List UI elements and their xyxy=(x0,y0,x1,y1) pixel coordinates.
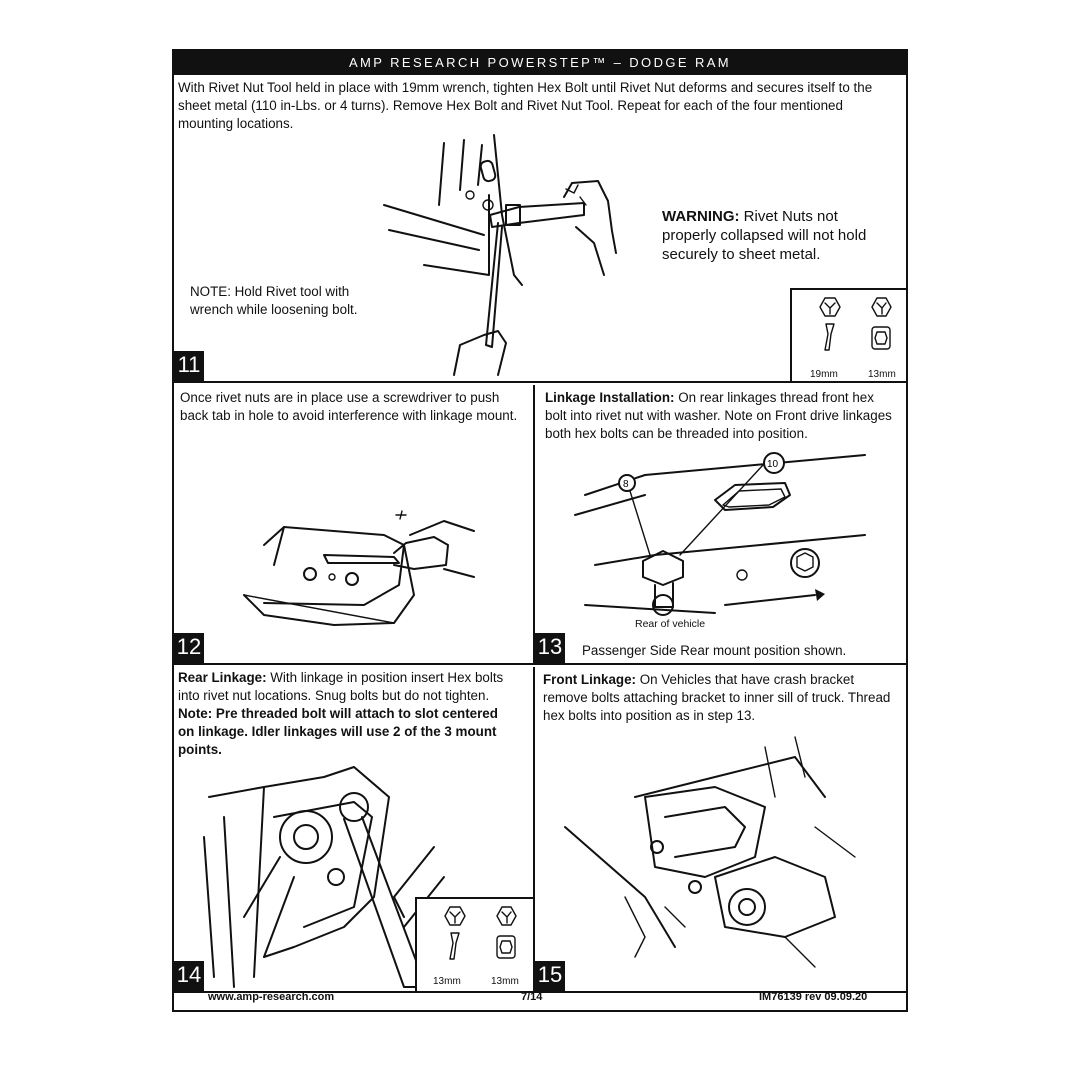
footer-document-id: IM76139 rev 09.09.20 xyxy=(759,991,868,1003)
warning-body: Rivet Nuts not properly collapsed will not hold securely to sheet metal. xyxy=(662,208,867,263)
bolt-socket-icon xyxy=(417,899,535,979)
page-header: AMP RESEARCH POWERSTEP™ – DODGE RAM xyxy=(174,51,906,75)
step-11-instruction: With Rivet Nut Tool held in place with 19mm wrench, tighten Hex Bolt until Rivet Nut deforms and secures itself to the sheet metal (110 in-Lbs. or 4 turns). Remove Hex Bolt and Rivet Nut Tool. Repeat for each of the four mentioned mounting locations. xyxy=(178,80,873,131)
step-13-body: On rear linkages thread front hex bolt into rivet nut with washer. Note on Front drive linkages both hex bolts can be threaded into position. xyxy=(545,390,892,441)
step-14-instruction xyxy=(178,669,518,759)
step-13-panel xyxy=(535,385,906,665)
hex-bolt-icon xyxy=(792,290,906,370)
rear-of-vehicle-label: Rear of vehicle xyxy=(635,618,706,630)
front-linkage-illustration xyxy=(565,737,855,967)
footer-website: www.amp-research.com xyxy=(208,991,335,1003)
step-14-panel xyxy=(174,667,535,993)
step-12-panel xyxy=(174,385,535,665)
step-15-instruction xyxy=(543,671,895,725)
rivet-tool-illustration xyxy=(394,135,654,375)
tool-13mm-socket-label: 13mm xyxy=(491,976,519,987)
screwdriver-illustration xyxy=(234,445,494,645)
step-13-label: Linkage Installation: xyxy=(545,390,675,405)
step-11-panel xyxy=(174,75,906,383)
tool-13mm-label: 13mm xyxy=(868,369,896,380)
step-12-number: 12 xyxy=(174,633,204,663)
callout-8: 8 xyxy=(623,479,629,490)
instruction-page xyxy=(172,49,908,1012)
step-15-panel xyxy=(535,667,906,993)
step-13-instruction xyxy=(545,389,895,443)
callout-10: 10 xyxy=(767,459,779,470)
tool-13mm-wrench-label: 13mm xyxy=(433,976,461,987)
step-15-label: Front Linkage: xyxy=(543,672,636,687)
step-14-body: With linkage in position insert Hex bolts into rivet nut locations. Snug bolts but do not tighten. xyxy=(178,670,504,703)
warning-text xyxy=(662,207,867,264)
page-footer xyxy=(174,988,906,1010)
step-14-tools xyxy=(415,897,535,993)
step-14-number: 14 xyxy=(174,961,204,991)
step-14-label: Rear Linkage: xyxy=(178,670,267,685)
step-13-caption: Passenger Side Rear mount position shown. xyxy=(582,643,847,658)
step-14-note: Note: Pre threaded bolt will attach to slot centered on linkage. Idler linkages will use 2 of the 3 mount points. xyxy=(178,706,498,757)
step-11-tools xyxy=(790,288,906,383)
step-15-body: On Vehicles that have crash bracket remove bolts attaching bracket to inner sill of truck. Thread hex bolts into position as in step 13. xyxy=(543,672,891,723)
footer-page-number: 7/14 xyxy=(521,991,543,1003)
step-12-instruction: Once rivet nuts are in place use a screwdriver to push back tab in hole to avoid interference with linkage mount. xyxy=(180,390,518,423)
step-11-number: 11 xyxy=(174,351,204,381)
warning-label: WARNING: xyxy=(662,208,740,225)
tool-19mm-label: 19mm xyxy=(810,369,838,380)
linkage-mount-illustration xyxy=(535,455,895,655)
step-13-number: 13 xyxy=(535,633,565,663)
step-15-number: 15 xyxy=(535,961,565,991)
step-11-note: NOTE: Hold Rivet tool with wrench while loosening bolt. xyxy=(190,284,358,317)
